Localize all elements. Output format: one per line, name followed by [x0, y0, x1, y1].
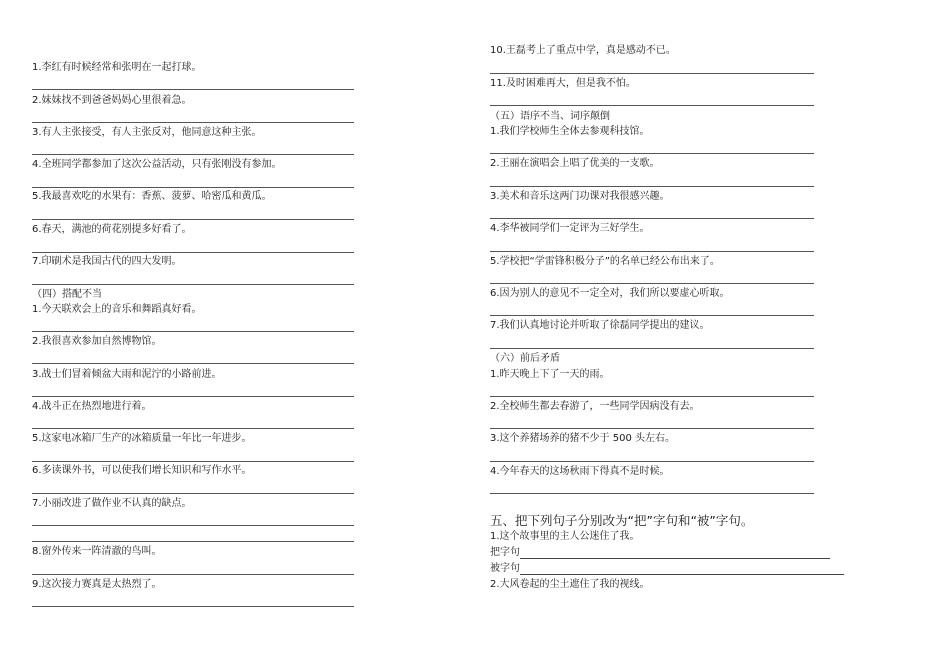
answer-line[interactable] [32, 122, 354, 123]
question-11: 11.及时困难再大，但是我不怕。 [490, 78, 636, 89]
question-2: 2.妹妹找不到爸爸妈妈心里很着急。 [32, 95, 192, 106]
s6-question-1: 1.昨天晚上下了一天的雨。 [490, 369, 610, 380]
question-1: 1.李红有时候经常和张明在一起打球。 [32, 62, 202, 73]
answer-line[interactable] [490, 493, 814, 494]
question-10: 10.王磊考上了重点中学，真是感动不已。 [490, 45, 676, 56]
answer-line[interactable] [32, 574, 354, 575]
s5-question-1: 1.我们学校师生全体去参观科技馆。 [490, 126, 650, 137]
s4-question-1: 1.今天联欢会上的音乐和舞蹈真好看。 [32, 304, 202, 315]
answer-line[interactable] [32, 363, 354, 364]
s4-question-2: 2.我很喜欢参加自然博物馆。 [32, 336, 162, 347]
s4-question-6: 6.多读课外书，可以使我们增长知识和写作水平。 [32, 465, 252, 476]
answer-line[interactable] [32, 187, 354, 188]
answer-line[interactable] [490, 283, 814, 284]
bei-sentence-row [490, 563, 844, 575]
s5-question-5: 5.学校把“学雷锋积极分子”的名单已经公布出来了。 [490, 256, 720, 267]
answer-line[interactable] [32, 461, 354, 462]
answer-line[interactable] [32, 396, 354, 397]
s5-question-3: 3.美术和音乐这两门功课对我很感兴趣。 [490, 191, 670, 202]
answer-line[interactable] [490, 396, 814, 397]
answer-line[interactable] [490, 73, 814, 74]
answer-line[interactable] [32, 541, 354, 542]
part-5-title: 五、把下列句子分别改为“把”字句和“被”字句。 [490, 513, 754, 528]
section-heading-4: （四）搭配不当 [32, 289, 102, 300]
bei-sentence-label: 被字句 [490, 563, 520, 574]
answer-line[interactable] [490, 348, 814, 349]
answer-line[interactable] [490, 251, 814, 252]
question-3: 3.有人主张接受，有人主张反对，他同意这种主张。 [32, 127, 262, 138]
answer-line[interactable] [32, 493, 354, 494]
s4-question-7: 7.小丽改进了做作业不认真的缺点。 [32, 498, 192, 509]
answer-line[interactable] [32, 219, 354, 220]
part5-question-2: 2.大风卷起的尘土遮住了我的视线。 [490, 579, 650, 590]
s6-question-2: 2.全校师生都去春游了，一些同学因病没有去。 [490, 401, 700, 412]
answer-line[interactable] [32, 525, 354, 526]
question-5: 5.我最喜欢吃的水果有：香蕉、菠萝、哈密瓜和黄瓜。 [32, 191, 272, 202]
s5-question-6: 6.因为别人的意见不一定全对，我们所以要虚心听取。 [490, 288, 730, 299]
answer-line[interactable] [32, 284, 354, 285]
s5-question-2: 2.王丽在演唱会上唱了优美的一支歌。 [490, 158, 660, 169]
answer-line[interactable] [490, 315, 814, 316]
answer-line[interactable] [32, 252, 354, 253]
answer-line[interactable] [490, 105, 814, 106]
answer-line[interactable] [32, 89, 354, 90]
s4-question-8: 8.窗外传来一阵清澈的鸟叫。 [32, 546, 162, 557]
ba-sentence-label: 把字句 [490, 547, 520, 558]
part5-question-1: 1.这个故事里的主人公迷住了我。 [490, 531, 640, 542]
answer-line[interactable] [32, 606, 354, 607]
answer-line[interactable] [32, 154, 354, 155]
ba-sentence-blank[interactable] [520, 548, 830, 559]
answer-line[interactable] [490, 186, 814, 187]
s4-question-5: 5.这家电冰箱厂生产的冰箱质量一年比一年进步。 [32, 433, 252, 444]
answer-line[interactable] [32, 428, 354, 429]
section-heading-5: （五）语序不当、词序颠倒 [490, 111, 610, 122]
answer-line[interactable] [490, 218, 814, 219]
s4-question-3: 3.战士们冒着倾盆大雨和泥泞的小路前进。 [32, 369, 222, 380]
s6-question-4: 4.今年春天的这场秋雨下得真不是时候。 [490, 466, 670, 477]
bei-sentence-blank[interactable] [520, 564, 844, 575]
question-6: 6.春天，满池的荷花别提多好看了。 [32, 224, 192, 235]
s6-question-3: 3.这个养猪场养的猪不少于 500 头左右。 [490, 433, 675, 444]
section-heading-6: （六）前后矛盾 [490, 353, 560, 364]
answer-line[interactable] [490, 153, 814, 154]
answer-line[interactable] [490, 461, 814, 462]
s5-question-7: 7.我们认真地讨论并听取了徐磊同学提出的建议。 [490, 320, 710, 331]
question-4: 4.全班同学都参加了这次公益活动，只有张刚没有参加。 [32, 159, 282, 170]
question-7: 7.印刷术是我国古代的四大发明。 [32, 256, 182, 267]
s4-question-4: 4.战斗正在热烈地进行着。 [32, 401, 152, 412]
s4-question-9: 9.这次接力赛真是太热烈了。 [32, 579, 162, 590]
s5-question-4: 4.李华被同学们一定评为三好学生。 [490, 223, 650, 234]
answer-line[interactable] [490, 428, 814, 429]
ba-sentence-row [490, 547, 830, 559]
answer-line[interactable] [32, 331, 354, 332]
